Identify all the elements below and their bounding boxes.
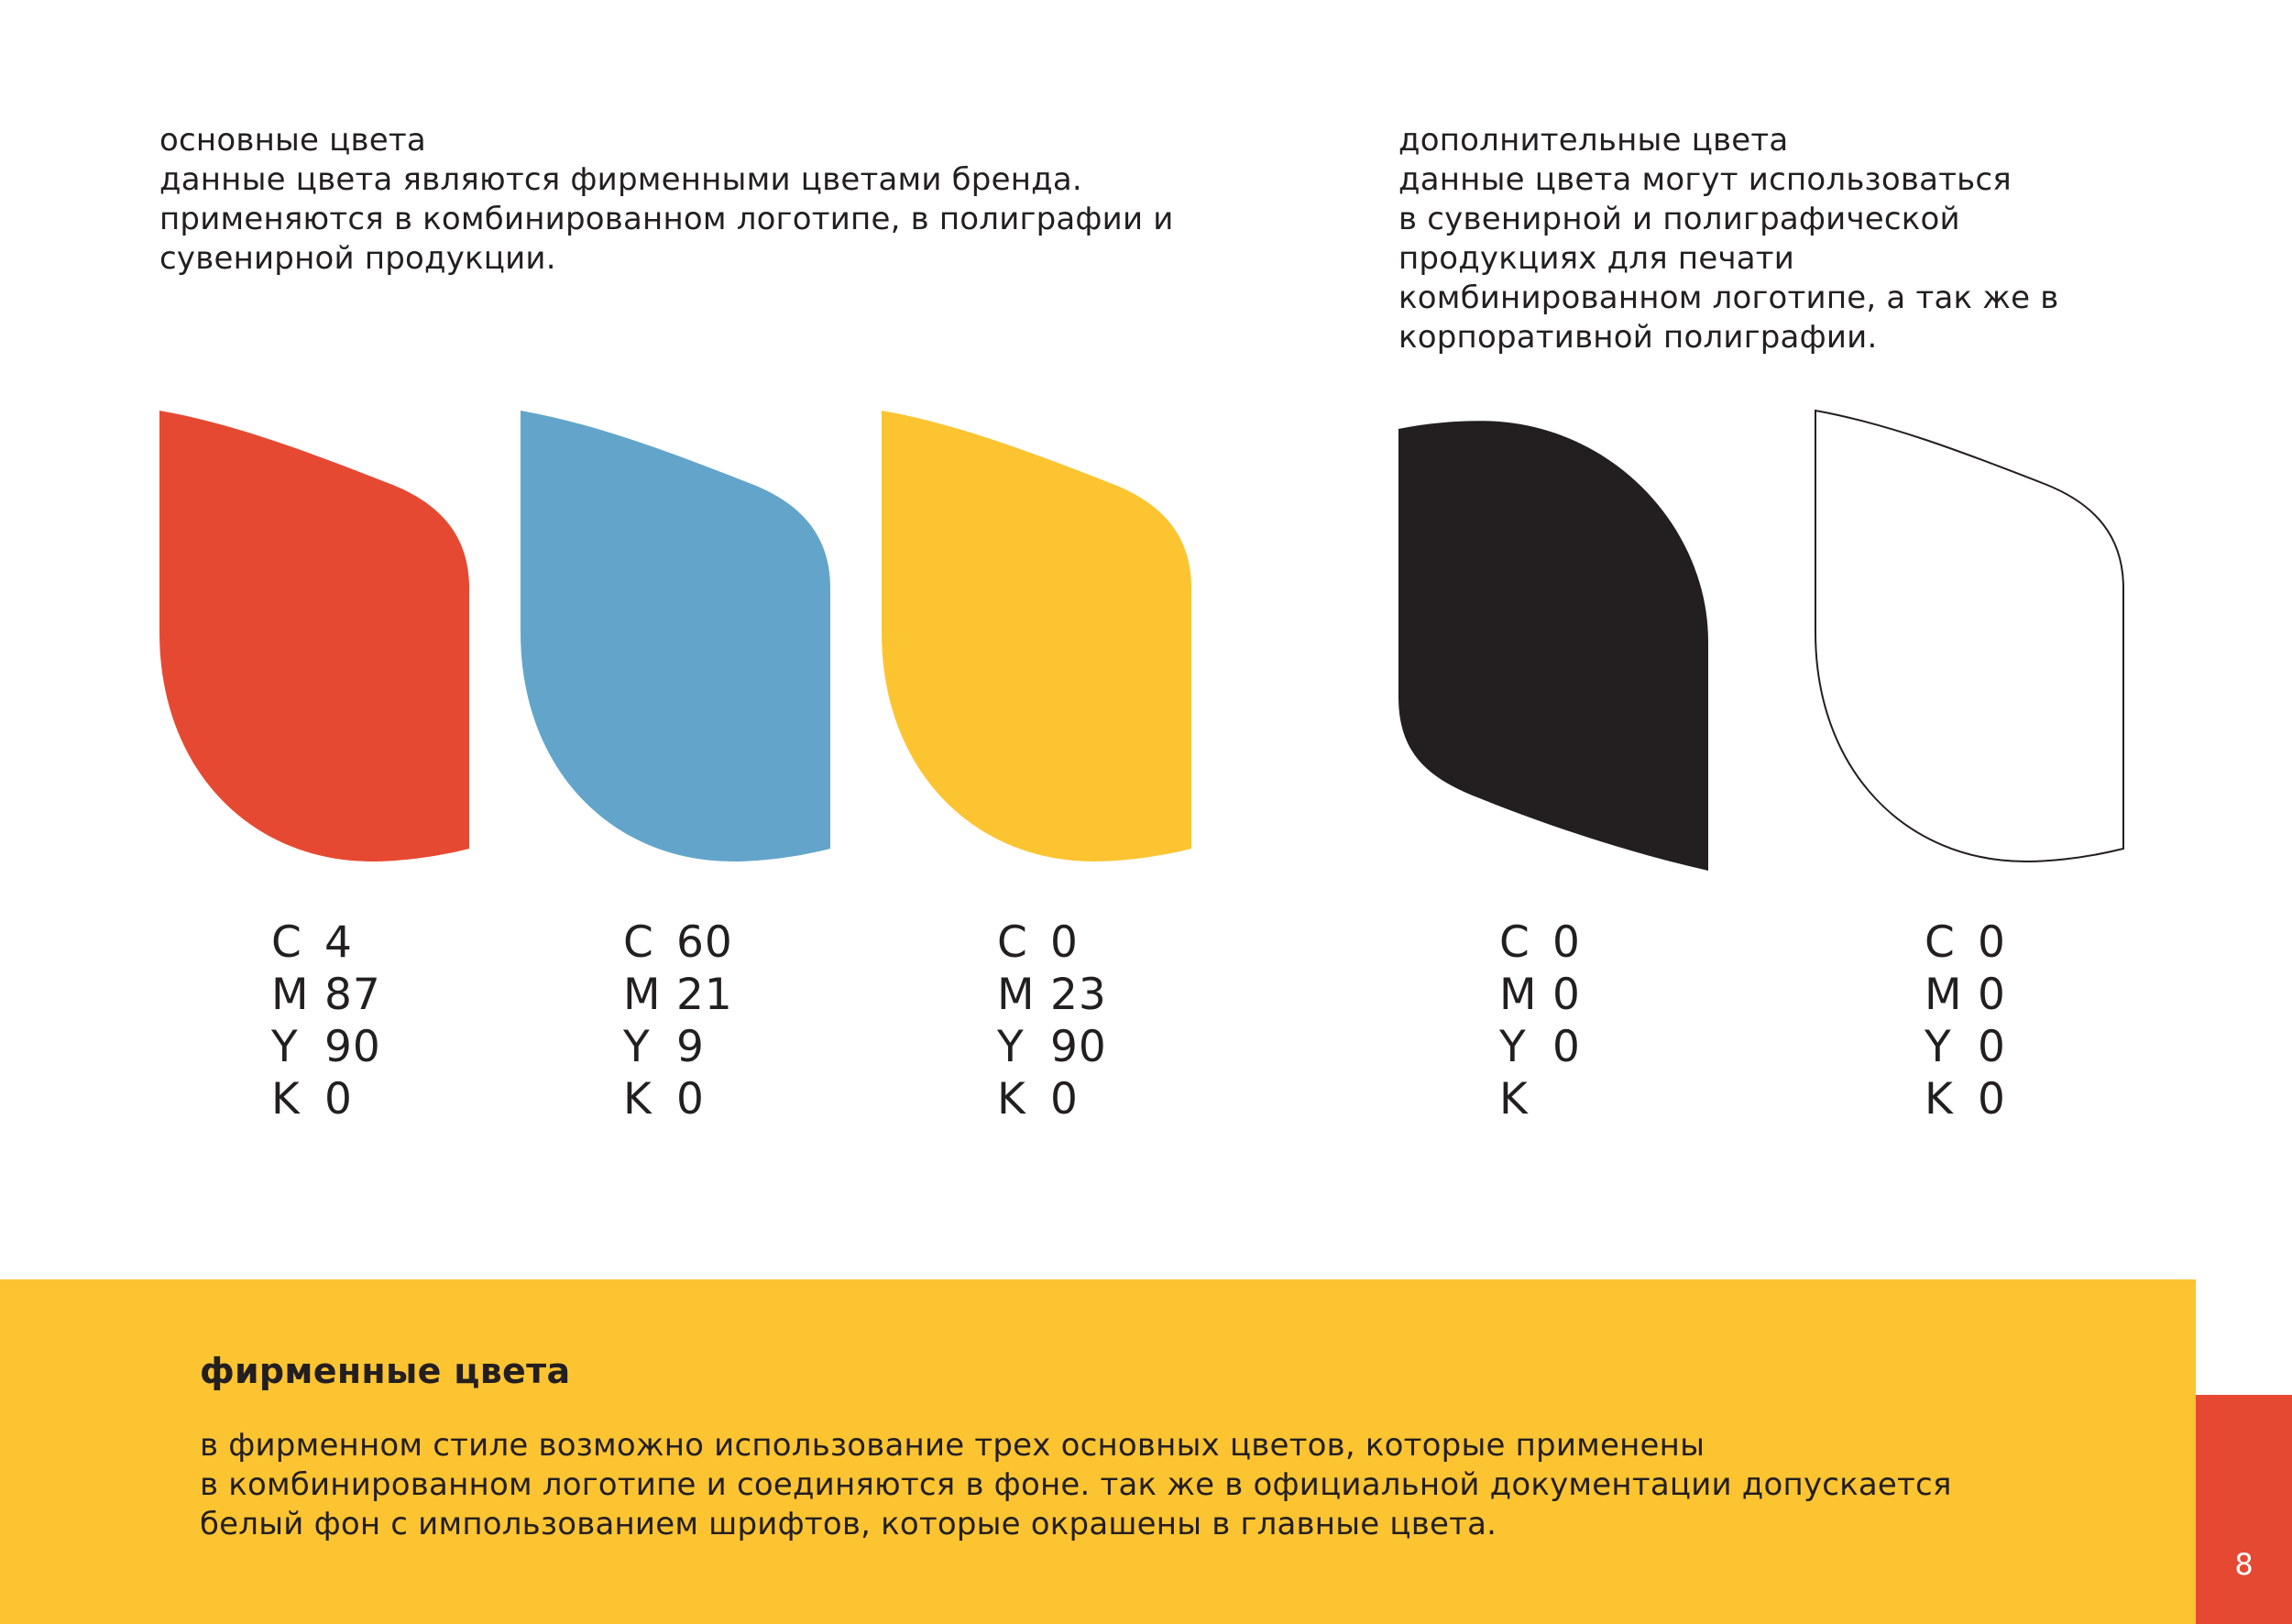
cmyk-value-c: 0 <box>1552 917 1581 968</box>
cmyk-label-k: K <box>271 1074 301 1125</box>
cmyk-label-m: M <box>271 970 310 1020</box>
cmyk-label-m: M <box>997 970 1036 1020</box>
cmyk-label-m: M <box>1925 970 1963 1020</box>
cmyk-value-y: 90 <box>1050 1022 1107 1072</box>
cmyk-label-c: C <box>271 917 302 968</box>
cmyk-value-y: 90 <box>324 1022 381 1072</box>
page-number: 8 <box>2234 1547 2254 1582</box>
swatch-yellow-shape <box>882 411 1191 861</box>
swatch-black-shape <box>1398 421 1708 871</box>
cmyk-label-c: C <box>1499 917 1530 968</box>
cmyk-label-m: M <box>623 970 662 1020</box>
cmyk-label-m: M <box>1499 970 1538 1020</box>
brand-colors-title: фирменные цвета <box>200 1351 571 1391</box>
swatch-yellow <box>882 403 1198 880</box>
cmyk-label-k: K <box>997 1074 1026 1125</box>
cmyk-label-y: Y <box>997 1022 1025 1072</box>
primary-colors-heading: основные цвета <box>159 122 426 159</box>
primary-colors-section <box>159 121 1314 279</box>
secondary-colors-section <box>1398 121 2150 357</box>
cmyk-label-c: C <box>1925 917 1956 968</box>
cmyk-black <box>1499 916 1581 1125</box>
cmyk-label-y: Y <box>1499 1022 1527 1072</box>
cmyk-label-y: Y <box>623 1022 651 1072</box>
cmyk-value-k: 0 <box>1050 1074 1079 1125</box>
cmyk-value-c: 0 <box>1978 917 2006 968</box>
cmyk-label-y: Y <box>1925 1022 1952 1072</box>
cmyk-value-m: 0 <box>1552 970 1581 1020</box>
brand-colors-description: в фирменном стиле возможно использование трех основных цветов, которые применены в комбинированном логотипе и соединяются в фоне. так же в официальной документации допускается белый фон с импользованием шрифтов, которые окрашены в главные цвета. <box>200 1427 1952 1542</box>
swatch-red <box>159 403 476 880</box>
cmyk-label-k: K <box>1925 1074 1954 1125</box>
cmyk-value-y: 9 <box>676 1022 705 1072</box>
secondary-colors-description: данные цвета могут использоваться в сувенирной и полиграфической продукциях для печати комбинированном логотипе, а так же в корпоративной полиграфии. <box>1398 161 2059 356</box>
cmyk-value-c: 4 <box>324 917 353 968</box>
cmyk-blue <box>623 916 733 1125</box>
swatch-white-shape <box>1815 411 2123 861</box>
cmyk-value-m: 87 <box>324 970 381 1020</box>
swatch-blue <box>521 403 837 880</box>
cmyk-yellow <box>997 916 1107 1125</box>
cmyk-value-y: 0 <box>1552 1022 1581 1072</box>
cmyk-label-c: C <box>997 917 1028 968</box>
cmyk-value-c: 0 <box>1050 917 1079 968</box>
cmyk-value-y: 0 <box>1978 1022 2006 1072</box>
cmyk-red <box>271 916 381 1125</box>
swatch-red-shape <box>159 411 469 861</box>
cmyk-value-k: 0 <box>676 1074 705 1125</box>
cmyk-white <box>1925 916 2006 1125</box>
primary-colors-description: данные цвета являются фирменными цветами бренда. применяются в комбинированном логотипе, в полиграфии и сувенирной продукции. <box>159 161 1174 277</box>
cmyk-value-m: 0 <box>1978 970 2006 1020</box>
cmyk-value-m: 21 <box>676 970 733 1020</box>
swatch-blue-shape <box>521 411 830 861</box>
cmyk-label-k: K <box>1499 1074 1529 1125</box>
cmyk-value-k: 0 <box>324 1074 353 1125</box>
swatch-black <box>1398 403 1715 880</box>
cmyk-value-c: 60 <box>676 917 733 968</box>
cmyk-label-y: Y <box>271 1022 299 1072</box>
secondary-colors-heading: дополнительные цвета <box>1398 122 1789 159</box>
cmyk-label-k: K <box>623 1074 653 1125</box>
page-number-tab <box>2196 1395 2292 1624</box>
cmyk-value-m: 23 <box>1050 970 1107 1020</box>
cmyk-value-k: 0 <box>1978 1074 2006 1125</box>
swatch-white <box>1814 403 2130 880</box>
cmyk-label-c: C <box>623 917 654 968</box>
